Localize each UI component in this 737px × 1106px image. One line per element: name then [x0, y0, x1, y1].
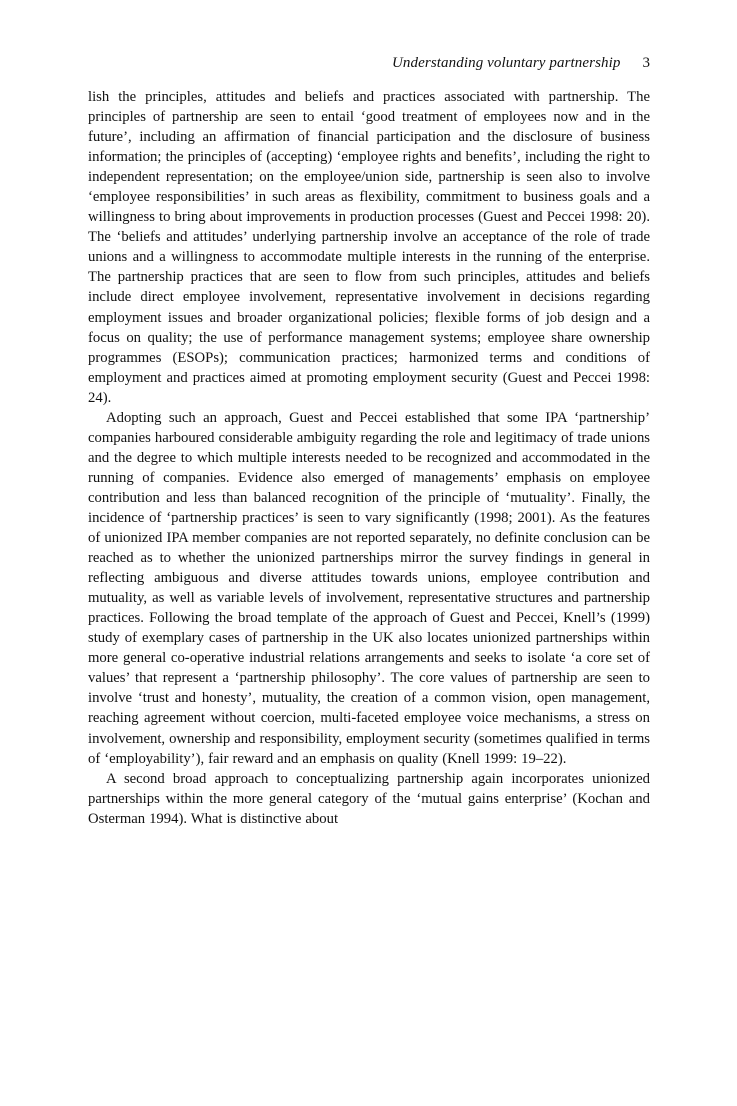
body-text-block	[88, 87, 650, 829]
paragraph-1: lish the principles, attitudes and beliefs and practices associated with partnership. The principles of partnership are seen to entail ‘good treatment of employees now and in the future’, including an affirmation of financial participation and the disclosure of business information; the principles of (accepting) ‘employee rights and benefits’, including the right to independent representation; on the employee/union side, partnership is seen also to involve ‘employee responsibilities’ in such areas as flexibility, commitment to business goals and a willingness to bring about improvements in production processes (Guest and Peccei 1998: 20). The ‘beliefs and attitudes’ underlying partnership involve an acceptance of the role of trade unions and a willingness to accommodate multiple interests in the running of the enterprise. The partnership practices that are seen to flow from such principles, attitudes and beliefs include direct employee involvement, representative involvement in decisions regarding employment issues and broader organizational policies; flexible forms of job design and a focus on quality; the use of performance management systems; employee share ownership programmes (ESOPs); communication practices; harmonized terms and conditions of employment and practices aimed at promoting employment security (Guest and Peccei 1998: 24).	[88, 89, 650, 406]
paragraph-3: A second broad approach to conceptualizing partnership again incorporates unionized partnerships within the more general category of the ‘mutual gains enterprise’ (Kochan and Osterman 1994). What is distinctive about	[88, 770, 650, 827]
running-head	[88, 53, 650, 73]
running-head-title: Understanding voluntary partnership	[392, 55, 621, 71]
paragraph-2: Adopting such an approach, Guest and Peccei established that some IPA ‘partnership’ companies harboured considerable ambiguity regarding the role and legitimacy of trade unions and the degree to which multiple interests needed to be recognized and accommodated in the running of companies. Evidence also emerged of managements’ emphasis on employee contribution and less than balanced recognition of the principle of ‘mutuality’. Finally, the incidence of ‘partnership practices’ is seen to vary significantly (1998; 2001). As the features of unionized IPA member companies are not reported separately, no definite conclusion can be reached as to whether the unionized partnerships mirror the survey findings in general in reflecting ambiguous and diverse attitudes towards unions, employee contribution and mutuality, as well as variable levels of involvement, representative structures and partnership practices. Following the broad template of the approach of Guest and Peccei, Knell’s (1999) study of exemplary cases of partnership in the UK also locates unionized partnerships within more general co-operative industrial relations arrangements and seeks to isolate ‘a core set of values’ that represent a ‘partnership philosophy’. The core values of partnership are seen to involve ‘trust and honesty’, mutuality, the creation of a common vision, open management, reaching agreement without coercion, multi-faceted employee voice mechanisms, a stress on involvement, ownership and responsibility, employment security (sometimes qualified in terms of ‘employability’), fair reward and an emphasis on quality (Knell 1999: 19–22).	[88, 409, 650, 767]
page-number: 3	[642, 55, 650, 71]
